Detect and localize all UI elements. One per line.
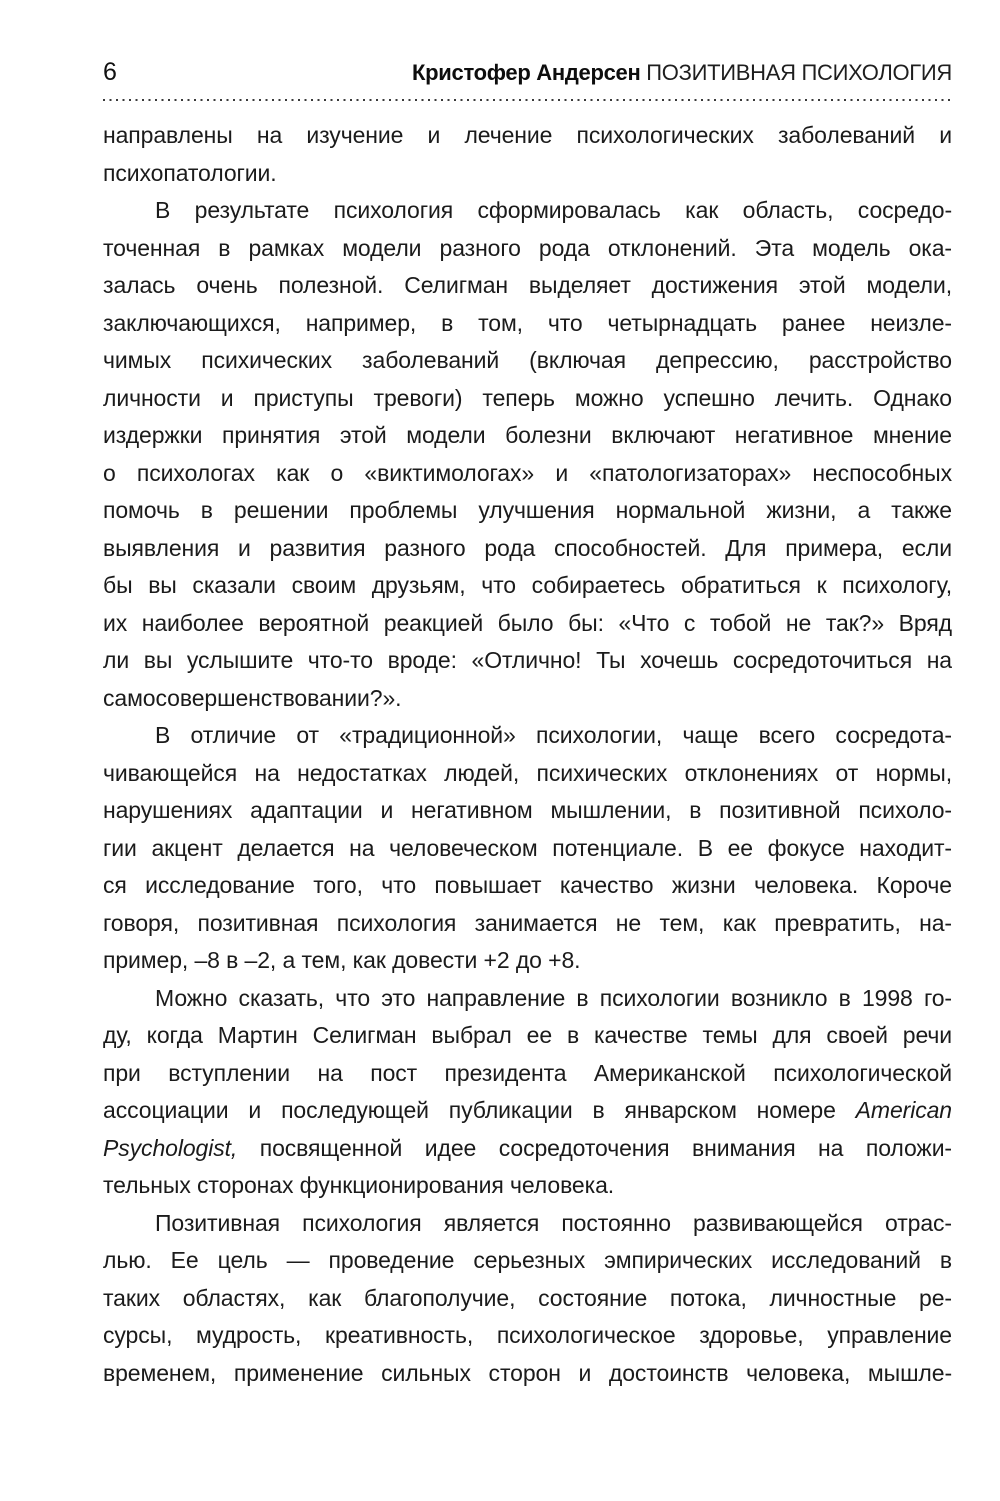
author-name: Кристофер Андерсен xyxy=(412,60,641,85)
text-line: чимых психических заболеваний (включая депрессию, расстройство xyxy=(103,347,952,373)
text-line: самосовершенствовании?». xyxy=(103,684,402,711)
book-title: ПОЗИТИВНАЯ ПСИХОЛОГИЯ xyxy=(646,60,952,85)
text-line: В отличие от «традиционной» психологии, чаще всего сосредота- xyxy=(155,722,952,748)
page-header xyxy=(103,58,952,87)
text-line: лью. Ее цель — проведение серьезных эмпирических исследований в xyxy=(103,1247,952,1273)
text-line: Можно сказать, что это направление в психологии возникло в 1998 го- xyxy=(155,984,952,1011)
text-line: при вступлении на пост президента Американской психологической xyxy=(103,1059,952,1086)
text-line: ассоциации и последующей публикации в январском номере American xyxy=(103,1097,952,1123)
text-line: бы вы сказали своим друзьям, что собираетесь обратиться к психологу, xyxy=(103,572,952,598)
text-line: точенная в рамках модели разного рода отклонений. Эта модель ока- xyxy=(103,234,952,261)
text-line: Позитивная психология является постоянно развивающейся отрас- xyxy=(155,1209,952,1236)
text-line: ся исследование того, что повышает качество жизни человека. Короче xyxy=(103,872,952,898)
text-line: В результате психология сформировалась как область, сосредо- xyxy=(155,197,952,223)
text-line: заключающихся, например, в том, что четырнадцать ранее неизле- xyxy=(103,309,952,336)
text-line: говоря, позитивная психология занимается не тем, как превратить, на- xyxy=(103,909,952,936)
running-title xyxy=(412,60,952,86)
text-line: выявления и развития разного рода способностей. Для примера, если xyxy=(103,534,952,561)
text-line: нарушениях адаптации и негативном мышлении, в позитивной психоло- xyxy=(103,797,952,823)
text-line: психопатологии. xyxy=(103,159,277,186)
text-line: Psychologist, посвященной идее сосредоточения внимания на положи- xyxy=(103,1134,952,1161)
text-line: помочь в решении проблемы улучшения нормальной жизни, а также xyxy=(103,497,952,523)
dotted-rule xyxy=(103,99,952,101)
text-line: издержки принятия этой модели болезни включают негативное мнение xyxy=(103,422,952,448)
text-line: тельных сторонах функционирования человека. xyxy=(103,1172,615,1198)
text-line: временем, применение сильных сторон и достоинств человека, мышле- xyxy=(103,1359,952,1386)
text-line: пример, –8 в –2, а тем, как довести +2 до +8. xyxy=(103,947,581,973)
text-line: их наиболее вероятной реакцией было бы: «Что с тобой не так?» Вряд xyxy=(103,609,952,636)
text-line: личности и приступы тревоги) теперь можно успешно лечить. Однако xyxy=(103,384,952,411)
text-line: ли вы услышите что-то вроде: «Отлично! Ты хочешь сосредоточиться на xyxy=(103,647,952,673)
text-line: о психологах как о «виктимологах» и «патологизаторах» неспособных xyxy=(103,459,952,486)
text-line: сурсы, мудрость, креативность, психологическое здоровье, управление xyxy=(103,1322,952,1348)
text-line: ду, когда Мартин Селигман выбрал ее в качестве темы для своей речи xyxy=(103,1022,952,1048)
page-number: 6 xyxy=(103,58,117,86)
text-line: чивающейся на недостатках людей, психических отклонениях от нормы, xyxy=(103,759,952,786)
text-line: таких областях, как благополучие, состояние потока, личностные ре- xyxy=(103,1284,952,1311)
text-line: залась очень полезной. Селигман выделяет достижения этой модели, xyxy=(103,272,952,298)
text-line: направлены на изучение и лечение психологических заболеваний и xyxy=(103,122,952,148)
page-body xyxy=(103,117,952,1392)
text-line: гии акцент делается на человеческом потенциале. В ее фокусе находит- xyxy=(103,834,952,861)
